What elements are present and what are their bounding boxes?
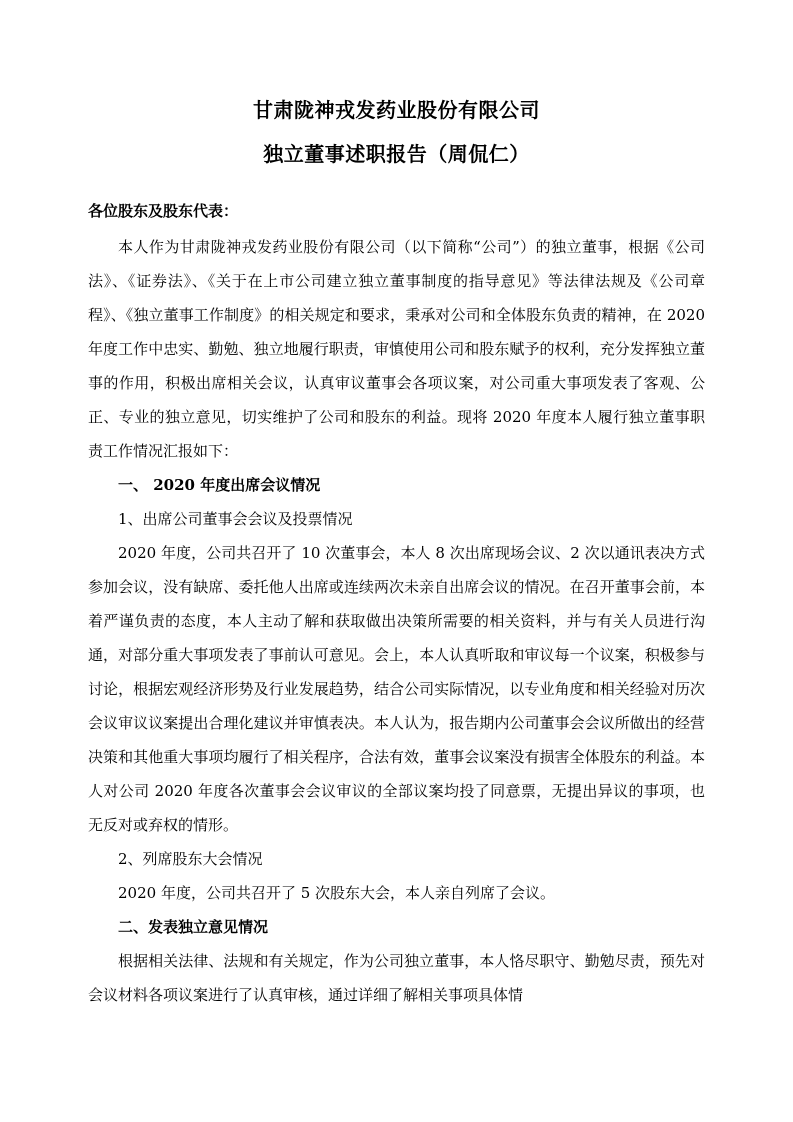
section-1-sub-2-body: 2020 年度，公司共召开了 5 次股东大会，本人亲自列席了会议。 — [118, 884, 556, 902]
salutation: 各位股东及股东代表： — [88, 202, 239, 220]
section-2-body: 根据相关法律、法规和有关规定，作为公司独立董事，本人恪尽职守、勤勉尽责，预先对会议材料各项议案进行了认真审核，通过详细了解相关事项具体情 — [88, 952, 705, 1004]
section-1-sub-1-body: 2020 年度，公司共召开了 10 次董事会，本人 8 次出席现场会议、2 次以通讯表决方式参加会议，没有缺席、委托他人出席或连续两次未亲自出席会议的情况。在召开董事会前，本着严谨负责的态度，本人主动了解和获取做出决策所需要的相关资料，并与有关人员进行沟通，对部分重大事项发表了事前认可意见。会上，本人认真听取和审议每一个议案，积极参与讨论，根据宏观经济形势及行业发展趋势，结合公司实际情况，以专业角度和相关经验对历次会议审议议案提出合理化建议并审慎表决。本人认为，报告期内公司董事会会议所做出的经营决策和其他重大事项均履行了相关程序，合法有效，董事会议案没有损害全体股东的利益。本人对公司 2020 年度各次董事会会议审议的全部议案均投了同意票，无提出异议的事项，也无反对或弃权的情形。 — [88, 544, 705, 834]
section-1-sub-1-heading: 1、出席公司董事会会议及投票情况 — [118, 510, 353, 528]
section-1-heading: 一、 2020 年度出席会议情况 — [118, 476, 321, 494]
document-title-line2: 独立董事述职报告（周侃仁） — [263, 142, 530, 166]
section-2-heading: 二、发表独立意见情况 — [118, 918, 269, 936]
section-1-sub-2-heading: 2、列席股东大会情况 — [118, 850, 263, 868]
document-title-line1: 甘肃陇神戎发药业股份有限公司 — [253, 98, 540, 122]
intro-paragraph: 本人作为甘肃陇神戎发药业股份有限公司（以下简称“公司”）的独立董事，根据《公司法》、《证券法》、《关于在上市公司建立独立董事制度的指导意见》等法律法规及《公司章程》、《独立董事工作制度》的相关规定和要求，秉承对公司和全体股东负责的精神，在 2020 年度工作中忠实、勤勉、独立地履行职责，审慎使用公司和股东赋予的权利，充分发挥独立董事的作用，积极出席相关会议，认真审议董事会各项议案，对公司重大事项发表了客观、公正、专业的独立意见，切实维护了公司和股东的利益。现将 2020 年度本人履行独立董事职责工作情况汇报如下： — [88, 238, 705, 460]
